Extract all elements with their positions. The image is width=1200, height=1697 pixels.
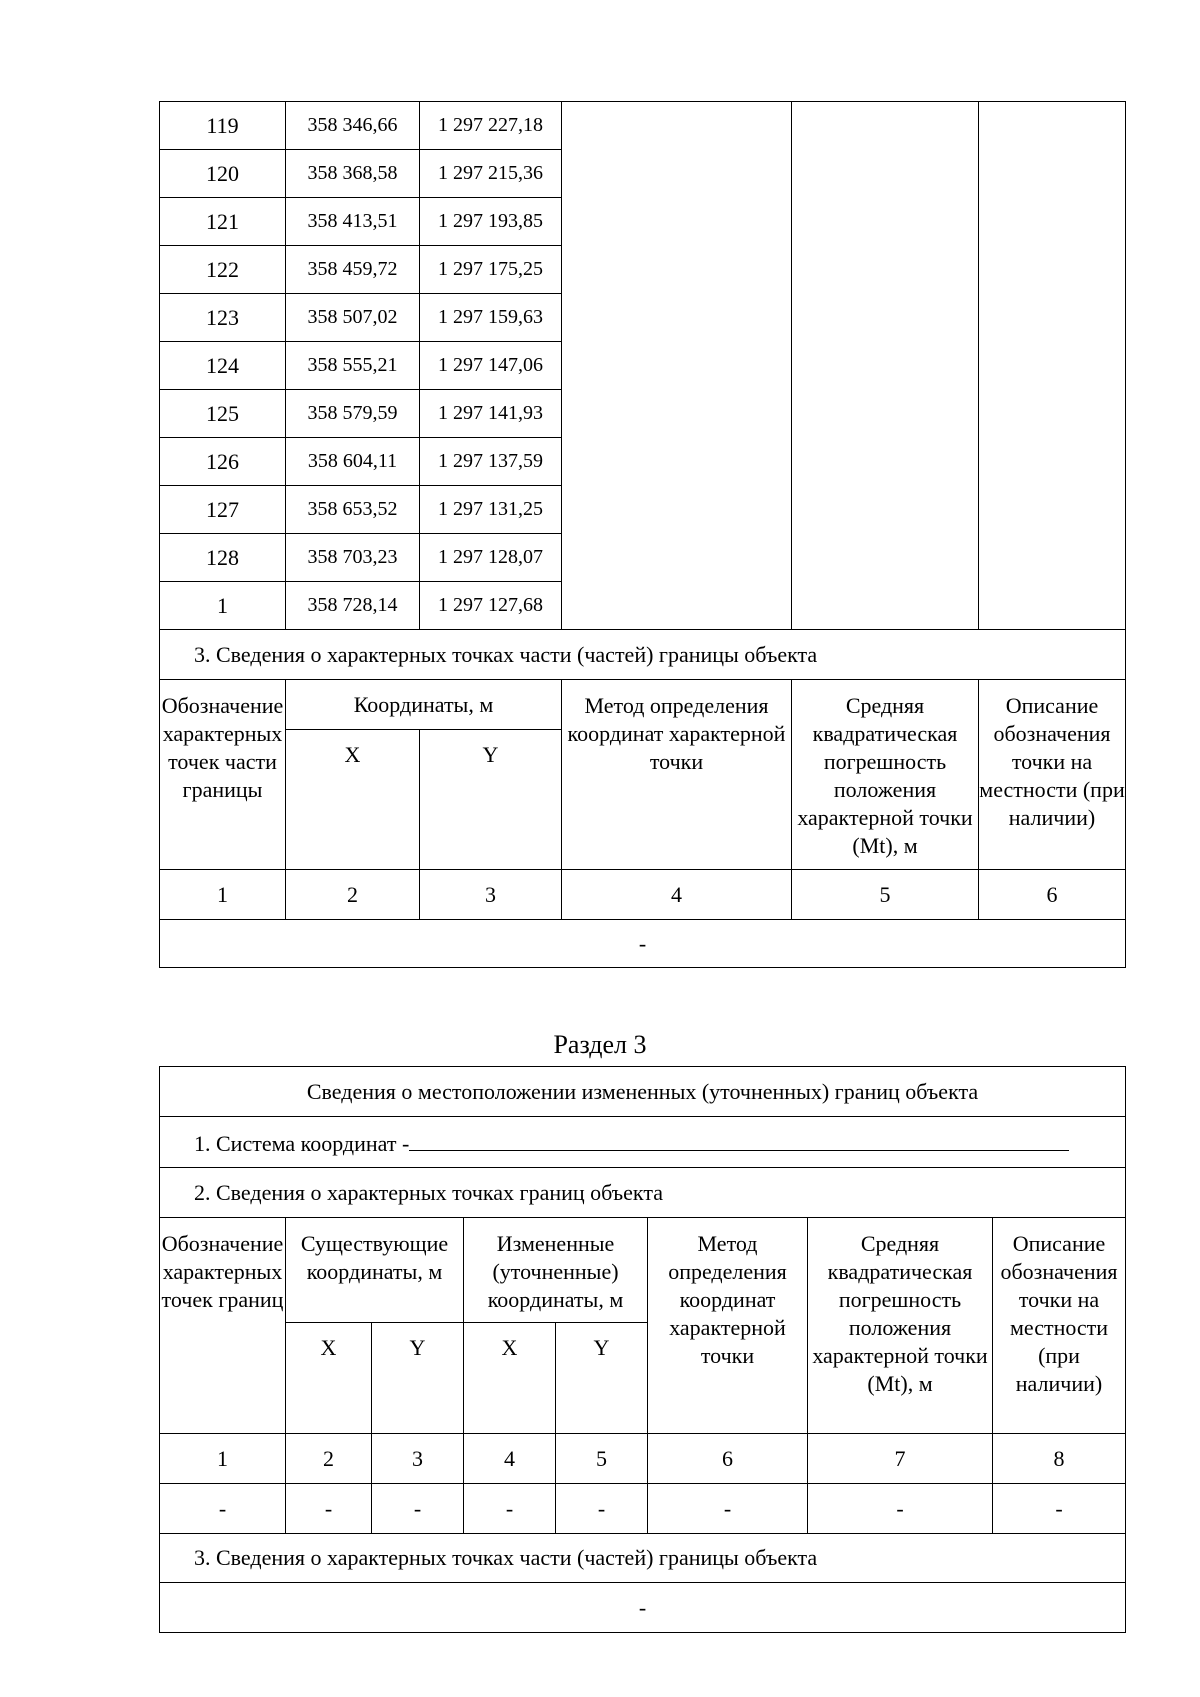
- part-heading: 3. Сведения о характерных точках части (частей) границы объекта: [160, 1534, 1126, 1583]
- point-number: 124: [160, 342, 286, 390]
- col-x: X: [464, 1323, 556, 1434]
- col-description: Описание обозначения точки на местности (при наличии): [993, 1218, 1126, 1434]
- point-number: 1: [160, 582, 286, 630]
- empty-cell-description: [979, 102, 1126, 630]
- col-designation: Обозначение характерных точек границ: [160, 1218, 286, 1434]
- point-y: 1 297 215,36: [420, 150, 562, 198]
- point-x: 358 703,23: [286, 534, 420, 582]
- col-x: X: [286, 1323, 372, 1434]
- point-number: 119: [160, 102, 286, 150]
- col-number: 5: [792, 870, 979, 920]
- col-y: Y: [556, 1323, 648, 1434]
- col-changed-coords: Измененные (уточненные) координаты, м: [464, 1218, 648, 1323]
- col-designation: Обозначение характерных точек части границы: [160, 680, 286, 870]
- col-number: 8: [993, 1434, 1126, 1484]
- col-number: 5: [556, 1434, 648, 1484]
- dash-cell: -: [286, 1484, 372, 1534]
- point-x: 358 459,72: [286, 246, 420, 294]
- col-number: 4: [464, 1434, 556, 1484]
- col-error: Средняя квадратическая погрешность положения характерной точки (Mt), м: [792, 680, 979, 870]
- point-y: 1 297 193,85: [420, 198, 562, 246]
- dash-cell: -: [160, 1484, 286, 1534]
- point-number: 127: [160, 486, 286, 534]
- point-x: 358 368,58: [286, 150, 420, 198]
- col-number: 2: [286, 1434, 372, 1484]
- col-description: Описание обозначения точки на местности (при наличии): [979, 680, 1126, 870]
- dash-cell: -: [993, 1484, 1126, 1534]
- col-y: Y: [372, 1323, 464, 1434]
- part-value: -: [160, 1583, 1126, 1633]
- point-number: 126: [160, 438, 286, 486]
- col-number: 6: [648, 1434, 808, 1484]
- col-y: Y: [420, 730, 562, 870]
- point-number: 125: [160, 390, 286, 438]
- point-x: 358 555,21: [286, 342, 420, 390]
- point-y: 1 297 128,07: [420, 534, 562, 582]
- point-y: 1 297 131,25: [420, 486, 562, 534]
- col-number: 1: [160, 870, 286, 920]
- col-number: 1: [160, 1434, 286, 1484]
- point-number: 122: [160, 246, 286, 294]
- empty-value: -: [160, 920, 1126, 968]
- point-y: 1 297 227,18: [420, 102, 562, 150]
- previous-section-table: [159, 101, 1126, 968]
- col-number: 2: [286, 870, 420, 920]
- point-y: 1 297 159,63: [420, 294, 562, 342]
- dash-cell: -: [464, 1484, 556, 1534]
- coord-system-row: [160, 1117, 1126, 1168]
- point-x: 358 579,59: [286, 390, 420, 438]
- coord-system-blank-line: [409, 1128, 1069, 1151]
- table-row: [160, 102, 1126, 150]
- col-x: X: [286, 730, 420, 870]
- section3-table: [159, 1066, 1126, 1633]
- point-x: 358 728,14: [286, 582, 420, 630]
- col-number: 6: [979, 870, 1126, 920]
- point-y: 1 297 137,59: [420, 438, 562, 486]
- point-number: 123: [160, 294, 286, 342]
- dash-cell: -: [372, 1484, 464, 1534]
- dash-cell: -: [648, 1484, 808, 1534]
- coord-system-label: 1. Система координат -: [194, 1130, 410, 1156]
- dash-cell: -: [556, 1484, 648, 1534]
- col-coords: Координаты, м: [286, 680, 562, 730]
- point-number: 121: [160, 198, 286, 246]
- col-number: 3: [420, 870, 562, 920]
- point-number: 120: [160, 150, 286, 198]
- point-y: 1 297 175,25: [420, 246, 562, 294]
- point-x: 358 653,52: [286, 486, 420, 534]
- part-heading: 3. Сведения о характерных точках части (частей) границы объекта: [160, 630, 1126, 680]
- point-x: 358 604,11: [286, 438, 420, 486]
- empty-cell-error: [792, 102, 979, 630]
- col-number: 7: [808, 1434, 993, 1484]
- col-method: Метод определения координат характерной точки: [648, 1218, 808, 1434]
- points-heading: 2. Сведения о характерных точках границ объекта: [160, 1168, 1126, 1218]
- points-table-body: [160, 102, 1126, 630]
- col-method: Метод определения координат характерной точки: [562, 680, 792, 870]
- dash-cell: -: [808, 1484, 993, 1534]
- point-number: 128: [160, 534, 286, 582]
- empty-cell-method: [562, 102, 792, 630]
- point-y: 1 297 127,68: [420, 582, 562, 630]
- col-error: Средняя квадратическая погрешность положения характерной точки (Mt), м: [808, 1218, 993, 1434]
- point-x: 358 507,02: [286, 294, 420, 342]
- col-existing-coords: Существующие координаты, м: [286, 1218, 464, 1323]
- point-y: 1 297 147,06: [420, 342, 562, 390]
- point-x: 358 346,66: [286, 102, 420, 150]
- point-x: 358 413,51: [286, 198, 420, 246]
- col-number: 3: [372, 1434, 464, 1484]
- point-y: 1 297 141,93: [420, 390, 562, 438]
- section-title: Раздел 3: [553, 1030, 647, 1059]
- table-title: Сведения о местоположении измененных (уточненных) границ объекта: [160, 1067, 1126, 1117]
- col-number: 4: [562, 870, 792, 920]
